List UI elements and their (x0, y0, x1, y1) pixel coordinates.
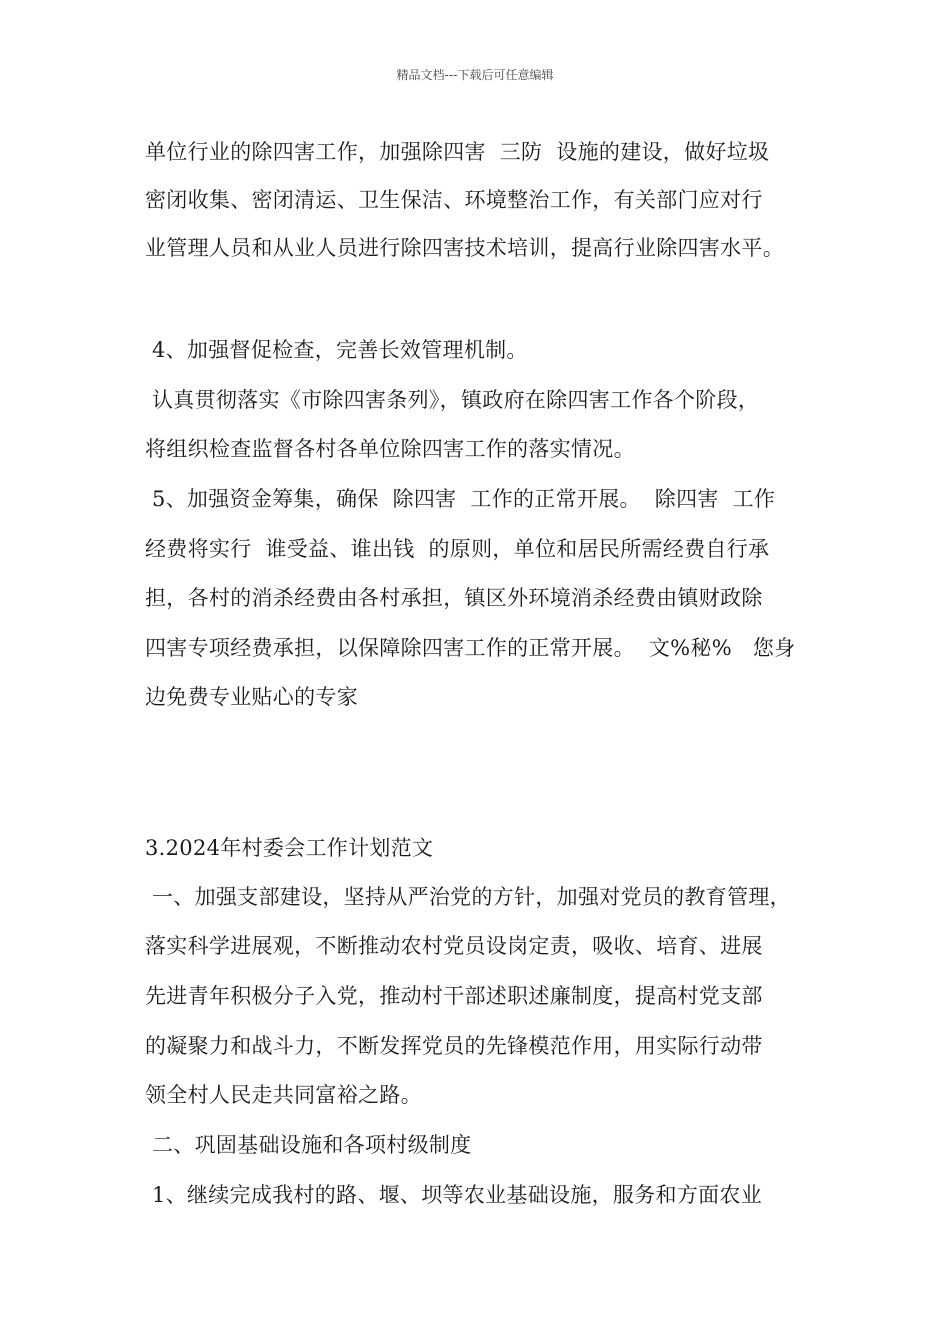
body-line: 密闭收集、密闭清运、卫生保洁、环境整治工作，有关部门应对行 (145, 188, 763, 212)
body-line: 四害专项经费承担，以保障除四害工作的正常开展。 文%秘% 您身 (145, 636, 796, 660)
body-line: 5、加强资金筹集，确保 除四害 工作的正常开展。 除四害 工作 (145, 487, 776, 511)
document-title: 3.2024年村委会工作计划范文 (145, 836, 434, 860)
body-line: 1、继续完成我村的路、堰、坝等农业基础设施，服务和方面农业 (145, 1183, 763, 1207)
body-line: 领全村人民走共同富裕之路。 (145, 1083, 422, 1107)
body-line: 的凝聚力和战斗力，不断发挥党员的先锋模范作用，用实际行动带 (145, 1034, 763, 1058)
body-line: 先进青年积极分子入党，推动村干部述职述廉制度，提高村党支部 (145, 984, 763, 1008)
section-heading: 二、巩固基础设施和各项村级制度 (145, 1133, 472, 1157)
body-line: 将组织检查监督各村各单位除四害工作的落实情况。 (145, 437, 635, 461)
body-line: 单位行业的除四害工作，加强除四害 三防 设施的建设，做好垃圾 (145, 140, 770, 164)
body-line: 担，各村的消杀经费由各村承担，镇区外环境消杀经费由镇财政除 (145, 586, 763, 610)
page-header: 精品文档---下载后可任意编辑 (396, 68, 554, 82)
body-line: 经费将实行 谁受益、谁出钱 的原则，单位和居民所需经费自行承 (145, 537, 770, 561)
section-heading: 4、加强督促检查，完善长效管理机制。 (145, 338, 528, 362)
body-line: 落实科学进展观，不断推动农村党员设岗定责，吸收、培育、进展 (145, 934, 763, 958)
body-line: 业管理人员和从业人员进行除四害技术培训，提高行业除四害水平。 (145, 236, 784, 260)
body-line: 一、加强支部建设，坚持从严治党的方针，加强对党员的教育管理， (145, 885, 791, 909)
body-line: 边免费专业贴心的专家 (145, 685, 358, 709)
body-line: 认真贯彻落实《市除四害条列》，镇政府在除四害工作各个阶段， (145, 388, 760, 412)
